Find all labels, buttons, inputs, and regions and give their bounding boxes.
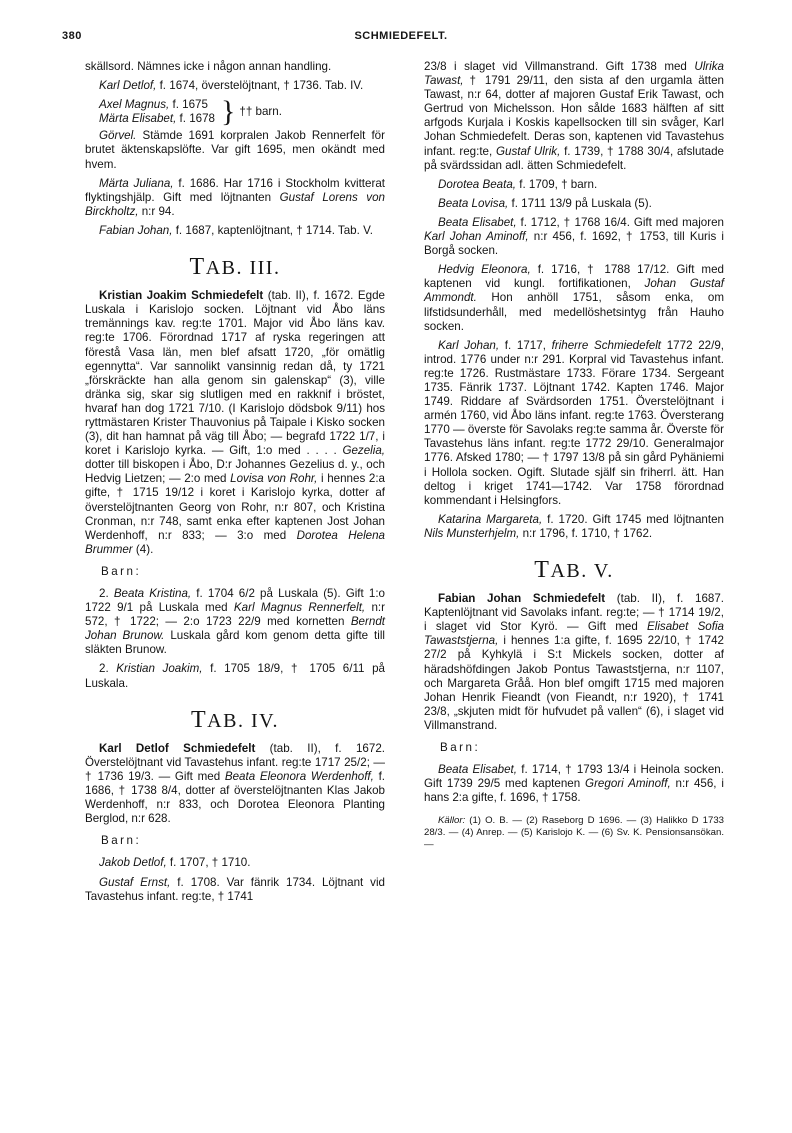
heading-tab-v: TAB. V.: [534, 557, 614, 583]
entry-fabian-johan-schmiedefelt: Fabian Johan Schmiedefelt (tab. II), f. 1687. Kaptenlöjtnant vid Savolaks infant. reg:te; — † 1714 19/2, i slaget vid Stor Kyrö. — Gift med Elisabet Sofia Tawaststjerna, i hennes 1:a gifte, f. 1695 22/10, † 1742 27/2 på Kyhkylä i S:t Mickels socken, dotter af häradshöfdingen Jakob Pontus Tawaststjerna, n:r 1107, och Margareta Gråå. Hon blef omgift 1715 med majoren Johan Henrik Fieandt (von Fieandt, n:r 1920), † 1741 23/8, „skjuten midt för hufvudet på vallen“ (6), i slaget vid Villmanstrand.: [424, 592, 725, 732]
child-beata-lovisa: Beata Lovisa, f. 1711 13/9 på Luskala (5).: [438, 196, 652, 210]
entry-fabian-johan: Fabian Johan, f. 1687, kaptenlöjtnant, † 1714. Tab. V.: [99, 223, 373, 237]
child-katarina-margareta: Katarina Margareta, f. 1720. Gift 1745 med löjtnanten Nils Munsterhjelm, n:r 1796, f. 1710, † 1762.: [424, 512, 724, 540]
child-dorotea-beata: Dorotea Beata, f. 1709, † barn.: [438, 177, 598, 191]
running-head: SCHMIEDEFELT.: [354, 30, 448, 42]
paragraph: skällsord. Nämnes icke i någon annan handling.: [85, 60, 332, 73]
twins-names: Axel Magnus, f. 1675 Märta Elisabet, f. 1678: [99, 98, 216, 126]
child-karl-johan: Karl Johan, f. 1717, friherre Schmiedefelt 1772 22/9, introd. 1776 under n:r 291. Korpral vid Tavastehus infant. reg:te 1726. Rustmästare 1733. Förare 1734. Sergeant 1735. Fänrik 1737. Löjtnant 1742. Kapten 1746. Major 1749. Riddare af Svärdsorden 1751. Överstelöjtnant i armén 1760, vid Åbo läns infant. reg:te 1763. Översterang 1770 — överste för Savolaks reg:te samma år. Överste för Tavastehus läns infant. reg:te 1772 29/10. Generalmajor 1776. Afsked 1780; — † 1797 13/8 på sin gård Pyhäniemi i Hollola socken. Ogift. Slutade själf sin friherrl. ätt. Han deltog i kriget 1741—1742. Var 1758 förordnad kommendant i Helsingfors.: [424, 338, 725, 507]
entry-gorvel: Görvel. Stämde 1691 korpralen Jakob Rennerfelt för brutet äktenskapslöfte. Var gift 1695, men okändt med hvem.: [85, 129, 385, 171]
twins-entry: [99, 95, 385, 129]
child-beata-elisabet: Beata Elisabet, f. 1712, † 1768 16/4. Gift med majoren Karl Johan Aminoff, n:r 456, f. 1692, † 1753, till Kuris i Borgå socken.: [424, 215, 724, 258]
child-kristian-joakim: 2. Kristian Joakim, f. 1705 18/9, † 1705 6/11 på Luskala.: [85, 662, 385, 690]
child-beata-kristina: 2. Beata Kristina, f. 1704 6/2 på Luskala (5). Gift 1:o 1722 9/1 på Luskala med Karl Magnus Rennerfelt, n:r 572, † 1722; — 2:o 1723 22/9 med kornetten Berndt Johan Brunow. Luskala gård kom genom detta gifte till släkten Brunow.: [85, 587, 386, 657]
heading-tab-iv: TAB. IV.: [191, 706, 279, 733]
heading-tab-iii: TAB. III.: [189, 254, 281, 281]
children-label: Barn:: [101, 564, 142, 578]
page-header: [62, 30, 740, 46]
page-number: 380: [62, 30, 82, 42]
child-beata-elisabet-2: Beata Elisabet, f. 1714, † 1793 13/4 i Heinola socken. Gift 1739 29/5 med kaptenen Gregori Aminoff, n:r 456, i hans 2:a gifte, f. 1696, † 1758.: [424, 763, 724, 805]
child-jakob-detlof: Jakob Detlof, f. 1707, † 1710.: [99, 856, 251, 870]
entry-karl-detlof-schmiedefelt: Karl Detlof Schmiedefelt (tab. II), f. 1672. Överstelöjtnant vid Tavastehus infant. reg:te 1717 25/2; — † 1736 19/3. — Gift med Beata Eleonora Werdenhoff, f. 1686, † 1738 8/4, dotter af överstelöjtnanten Klas Jakob Werdenhoff, n:r 833, och Dorotea Eleonora Planting Berglod, n:r 628.: [85, 741, 386, 826]
twins-note: †† barn.: [239, 105, 282, 119]
children-label: Barn:: [101, 834, 142, 848]
children-label: Barn:: [440, 741, 481, 755]
entry-kristian-joakim: Kristian Joakim Schmiedefelt (tab. II), f. 1672. Egde Luskala i Karislojo socken. Löjtnant vid Åbo läns tremännings kav. reg:te 1701. Major vid Åbo läns kav. reg:te 1706. Förordnad 1717 af ryska regeringen att förestå Vasa län, men blef afsatt 1720, „för omätlig egennytta“. Var sannolikt vansinnig redan då, ty 1721 „förskräckte han alla genom sin galenskap“ (3), ville dränka sig, skar sig slutligen med en rakknif i bröstet, hvaraf han dog 1721 7/10. (I Karislojo dödsbok 9/11) hos ryttmästaren Krister Thauvonius på Taipale i Kisko socken (3), dit han hamnat på väg till Åbo; — begrafd 1722 1/7, i koret i Karislojo kyrka. — Gift, 1:o med . . . . Gezelia, dotter till biskopen i Åbo, D:r Johannes Gezelius d. y., och Hedvig Lietzen; — 2:o med Lovisa von Rohr, i hennes 2:a gifte, † 1715 19/12 i koret i Karislojo kyrka, dotter af överstelöjtnanten Georg von Rohr, n:r 807, och Kristina Cronman, n:r 748, samt enka efter kaptenen Jost Johan Werdenhoff, n:r 833; — 3:o med Dorotea Helena Brummer (4).: [85, 289, 386, 556]
left-column: [85, 60, 385, 909]
continuation-gustaf-ernst: 23/8 i slaget vid Villmanstrand. Gift 1738 med Ulrika Tawast, † 1791 29/11, den sista af den urgamla ätten Tawast, n:r 64, dotter af majoren Gustaf Erik Tawast, och Gertrud von Michelsson. Hon sålde 1683 hälften af sitt arfgods Kurjala i Koskis kapellsocken till sin svåger, Karl Johan Schmiedefelt. Deras son, kaptenen vid Tavastehus infant. reg:te, Gustaf Ulrik, f. 1739, † 1788 30/4, afslutade på svärdssidan adl. ätten Schmiedefelt.: [424, 60, 725, 172]
brace-glyph: }: [221, 95, 236, 129]
entry-karl-detlof: Karl Detlof, f. 1674, överstelöjtnant, † 1736. Tab. IV.: [99, 79, 364, 93]
sources-footnote: Källor: (1) O. B. — (2) Raseborg D 1696. — (3) Halikko D 1733 28/3. — (4) Anrep. — (5) Karislojo K. — (6) Sv. K. Pensionsansökan. —: [424, 815, 724, 851]
child-hedvig-eleonora: Hedvig Eleonora, f. 1716, † 1788 17/12. Gift med kaptenen vid kungl. fortifikationen, Johan Gustaf Ammondt. Hon anhöll 1751, såsom enka, om lifstidsunderhåll, med medellöshetsintyg från Hauho socken.: [424, 263, 724, 333]
child-gustaf-ernst: Gustaf Ernst, f. 1708. Var fänrik 1734. Löjtnant vid Tavastehus infant. reg:te, † 1741: [85, 875, 386, 903]
entry-marta-juliana: Märta Juliana, f. 1686. Har 1716 i Stockholm kvitterat flyktingshjälp. Gift med löjtnanten Gustaf Lorens von Birckholtz, n:r 94.: [85, 176, 385, 218]
right-column: [424, 60, 724, 856]
